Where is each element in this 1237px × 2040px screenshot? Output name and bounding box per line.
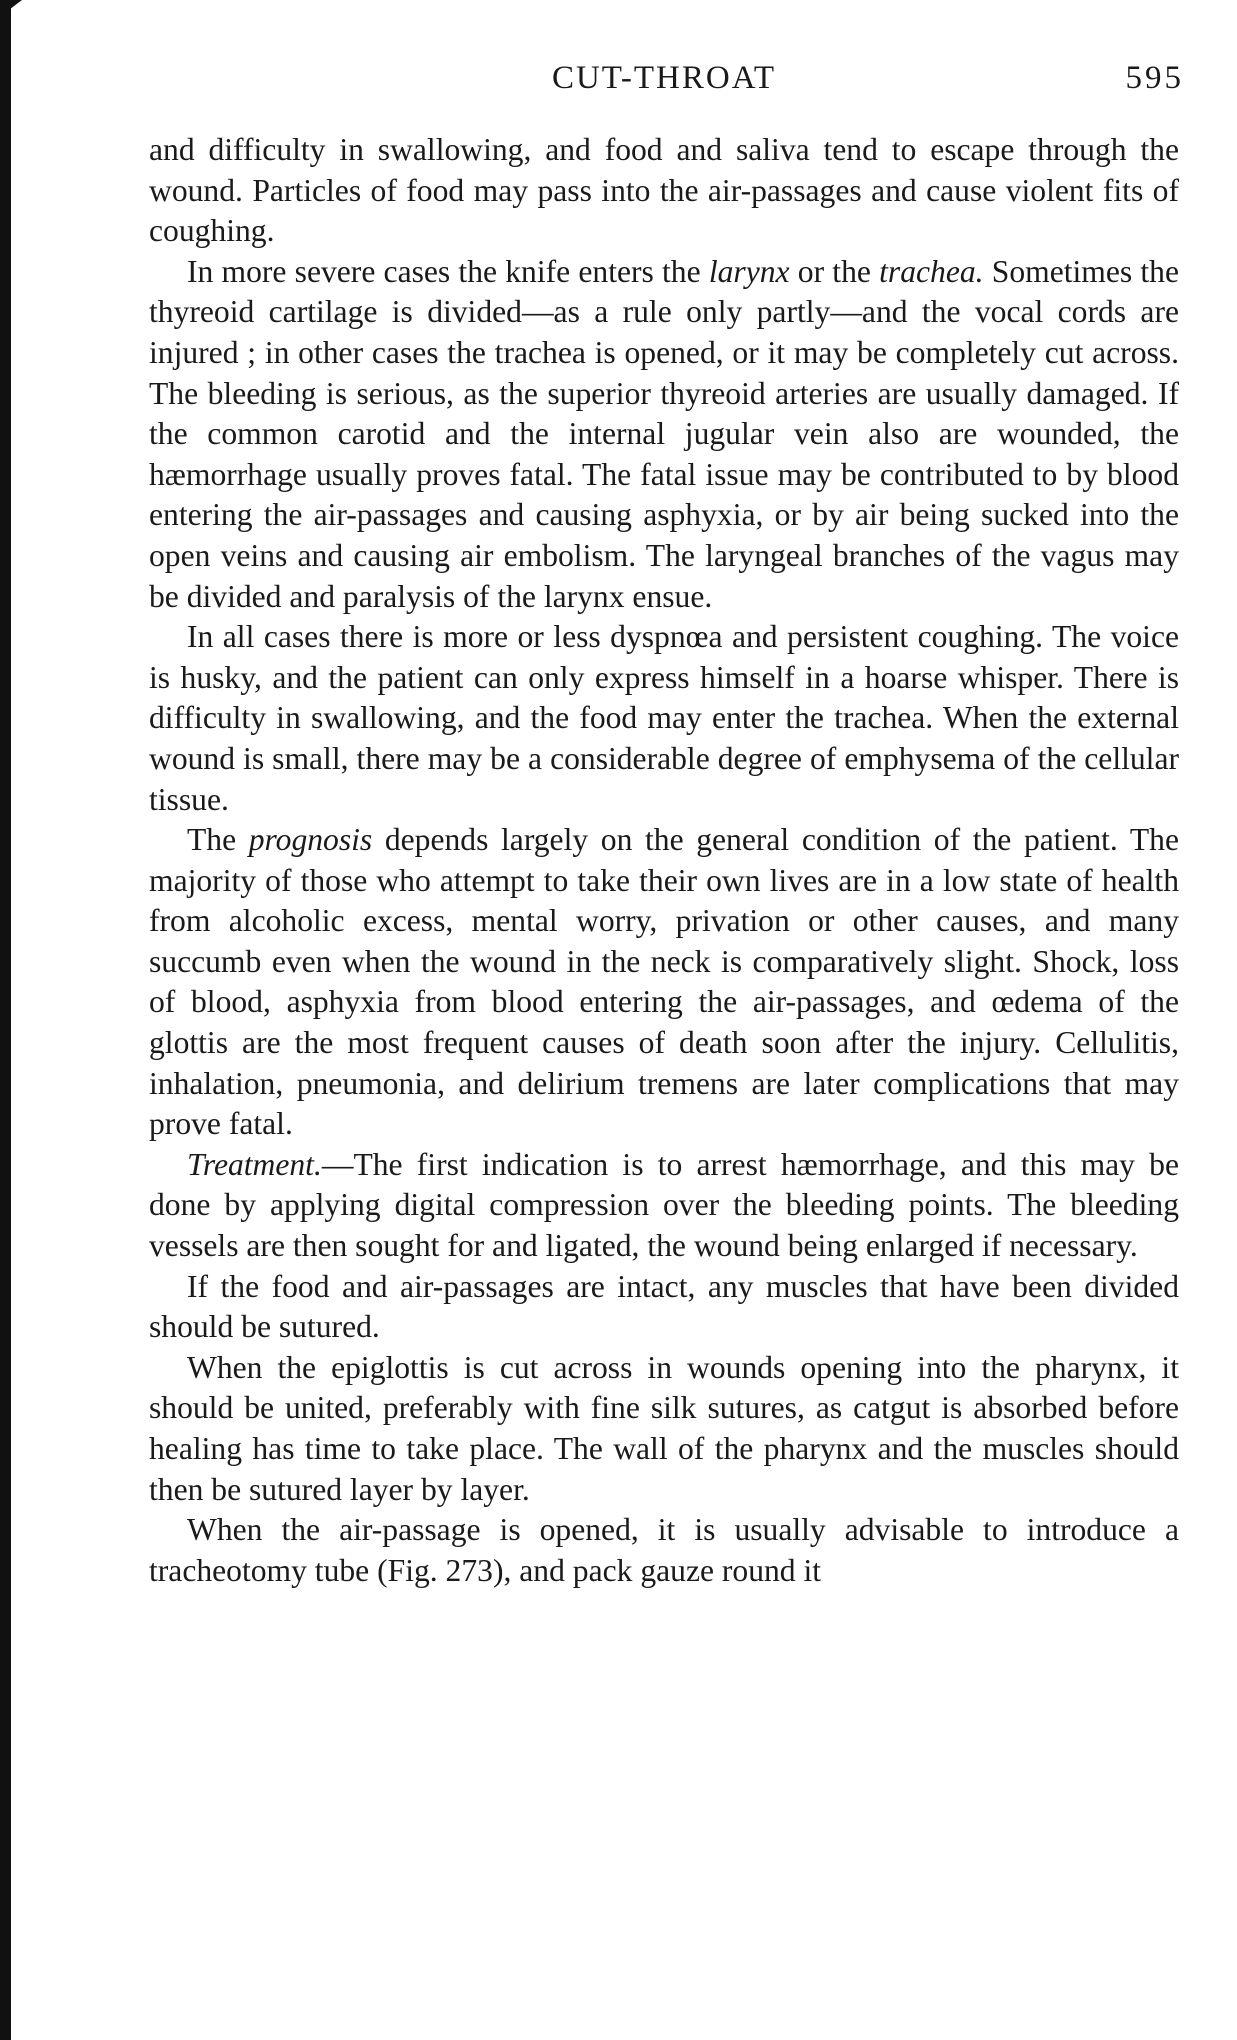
running-title: CUT-THROAT [551, 60, 777, 96]
italic-term: prognosis [248, 822, 373, 858]
body-text [149, 130, 1179, 1591]
text-run: If the food and air-passages are intact, any muscles that have been divided should be sutured. [149, 1268, 1179, 1345]
paragraph [149, 252, 1179, 617]
page-binding-corner [0, 0, 22, 10]
paragraph [149, 617, 1179, 820]
text-run: and difficulty in swallowing, and food and saliva tend to escape through the wound. Particles of food may pass into the air-passages and cause violent fits of coughing. [149, 132, 1179, 249]
italic-term: Treatment. [187, 1146, 322, 1182]
text-run: In all cases there is more or less dyspnœa and persistent coughing. The voice is husky, and the patient can only express himself in a hoarse whisper. There is difficulty in swallowing, and the food may enter the trachea. When the external wound is small, there may be a considerable degree of emphysema of the cellular tissue. [149, 619, 1179, 817]
paragraph [149, 820, 1179, 1145]
page-number: 595 [1125, 60, 1184, 96]
paragraph [149, 1145, 1179, 1267]
text-run: or the [789, 253, 880, 289]
running-head [149, 60, 1184, 108]
italic-term: larynx [708, 253, 790, 289]
text-run: When the epiglottis is cut across in wounds opening into the pharynx, it should be united, preferably with fine silk sutures, as catgut is absorbed before healing has time to take place. The wall of the pharynx and the muscles should then be sutured layer by layer. [149, 1349, 1179, 1507]
text-run: depends largely on the general condition of the patient. The majority of those who attempt to take their own lives are in a low state of health from alcoholic excess, mental worry, privation or other causes, and many succumb even when the wound in the neck is comparatively slight. Shock, loss of blood, asphyxia from blood entering the air-passages, and œdema of the glottis are the most frequent causes of death soon after the injury. Cellulitis, inhalation, pneumonia, and delirium tremens are later complications that may prove fatal. [149, 822, 1179, 1142]
paragraph [149, 1348, 1179, 1510]
text-run: —The first indication is to arrest hæmorrhage, and this may be done by applying digital compression over the bleeding points. The bleeding vessels are then sought for and ligated, the wound being enlarged if necessary. [149, 1146, 1179, 1264]
italic-term: trachea. [879, 253, 984, 289]
book-page [149, 60, 1184, 1591]
page-binding-edge [0, 0, 11, 2040]
text-run: The [187, 822, 249, 858]
text-run: In more severe cases the knife enters the [187, 253, 709, 289]
paragraph [149, 1267, 1179, 1348]
paragraph [149, 130, 1179, 252]
text-run: Sometimes the thyreoid cartilage is divided—as a rule only partly—and the vocal cords are injured ; in other cases the trachea is opened, or it may be completely cut across. The bleeding is serious, as the superior thyreoid arteries are usually damaged. If the common carotid and the internal jugular vein also are wounded, the hæmorrhage usually proves fatal. The fatal issue may be contributed to by blood entering the air-passages and causing asphyxia, or by air being sucked into the open veins and causing air embolism. The laryngeal branches of the vagus may be divided and paralysis of the larynx ensue. [149, 253, 1179, 614]
text-run: When the air-passage is opened, it is usually advisable to introduce a tracheotomy tube (Fig. 273), and pack gauze round it [149, 1512, 1179, 1588]
paragraph [149, 1510, 1179, 1591]
